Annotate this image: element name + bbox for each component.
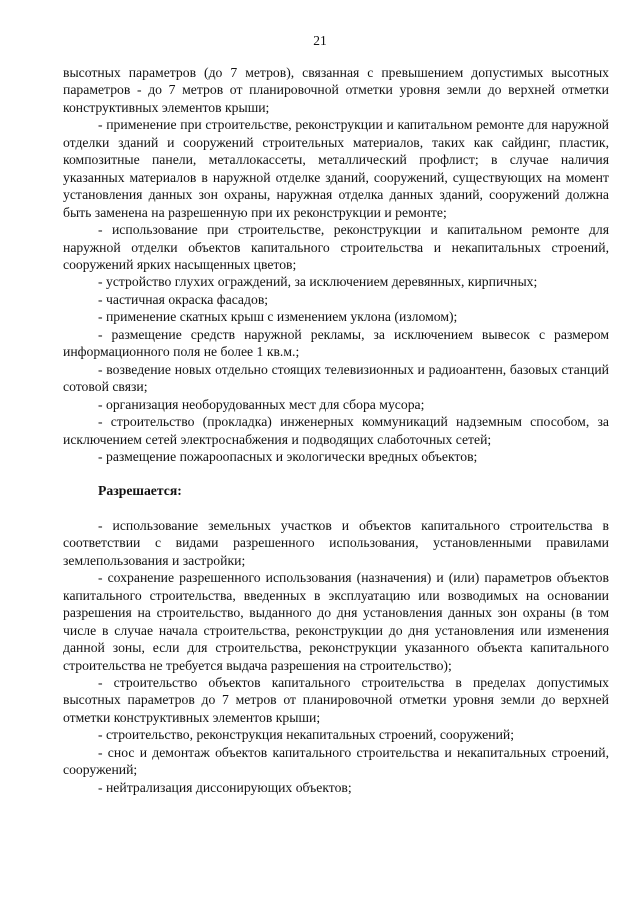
paragraph: - размещение пожароопасных и экологически вредных объектов; [98, 448, 478, 464]
paragraph: высотных параметров (до 7 метров), связанная с превышением допустимых высотных параметров - до 7 метров от планировочной отметки уровня земли до верхней отметки конструктивных элементов крыши; [63, 65, 609, 115]
paragraph: - строительство (прокладка) инженерных коммуникаций надземным способом, за исключением сетей электроснабжения и подводящих слаботочных сетей; [63, 414, 609, 447]
paragraph: - организация необорудованных мест для сбора мусора; [98, 396, 425, 412]
paragraph: - использование земельных участков и объектов капитального строительства в соответствии с видами разрешенного использования, установленными правилами землепользования и застройки; [63, 517, 609, 568]
paragraph: - снос и демонтаж объектов капитального строительства и некапитальных строений, сооружений; [63, 744, 609, 778]
paragraph: - применение при строительстве, реконструкции и капитальном ремонте для наружной отделки зданий и сооружений строительных материалов, таких как сайдинг, пластик, композитные панели, металлокассеты, металлический профлист; в случае наличия указанных материалов в наружной отделке зданий, сооружений, существующих на момент установления данных зон охраны, наружная отделка данных зданий, сооружений должна быть заменена на разрешенную при их реконструкции и ремонте; [63, 117, 609, 220]
paragraph: - устройство глухих ограждений, за исключением деревянных, кирпичных; [98, 274, 538, 290]
paragraph: - использование при строительстве, реконструкции и капитальном ремонте для наружной отделки объектов капитального строительства и некапитальных строений, сооружений ярких насыщенных цветов; [63, 222, 609, 272]
page-number: 21 [313, 33, 327, 48]
paragraph: - строительство, реконструкция некапитальных строений, сооружений; [98, 727, 515, 743]
paragraph: - нейтрализация диссонирующих объектов; [98, 779, 352, 795]
paragraph: - сохранение разрешенного использования (назначения) и (или) параметров объектов капитального строительства, введенных в эксплуатацию или возводимых на основании разрешения на строительство, выданного до дня установления данных зон охраны (в том числе в случае начала строительства, реконструкции до дня установления или изменения данной зоны, если для строительства, реконструкции указанного объекта капитального строительства не требуется выдача разрешения на строительство); [63, 570, 609, 673]
document-body [63, 64, 609, 796]
section-heading: Разрешается: [98, 483, 182, 499]
paragraph: - размещение средств наружной рекламы, за исключением вывесок с размером информационного поля не более 1 кв.м.; [63, 326, 609, 360]
paragraph: - применение скатных крыш с изменением уклона (изломом); [98, 309, 458, 325]
paragraph: - возведение новых отдельно стоящих телевизионных и радиоантенн, базовых станций сотовой связи; [63, 361, 609, 395]
paragraph: - частичная окраска фасадов; [98, 291, 269, 307]
paragraph: - строительство объектов капитального строительства в пределах допустимых высотных параметров до 7 метров от планировочной отметки уровня земли до верхней отметки конструктивных элементов крыши; [63, 674, 609, 725]
